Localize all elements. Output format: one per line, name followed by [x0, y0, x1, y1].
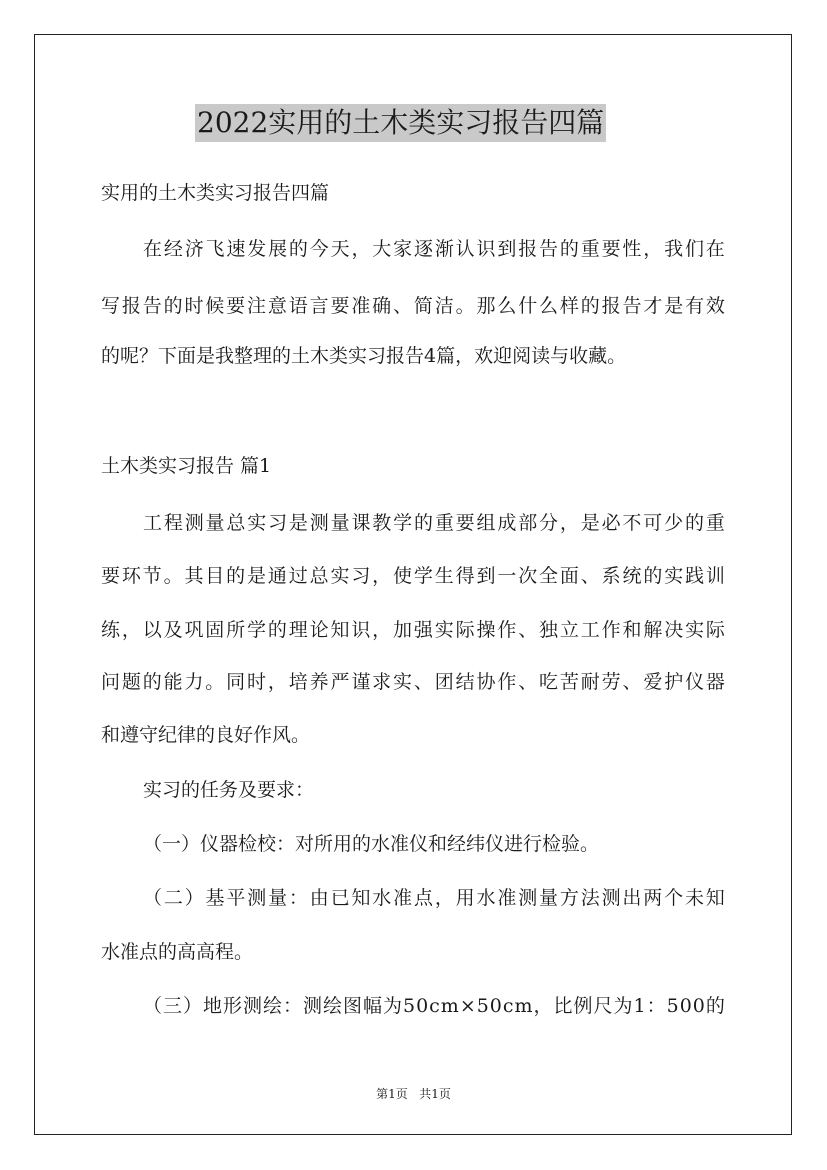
section-heading-1: 土木类实习报告 篇1: [101, 455, 272, 477]
page-footer: 第1页 共1页: [376, 1087, 451, 1101]
document-title: 2022实用的土木类实习报告四篇: [195, 104, 606, 142]
document-subtitle: 实用的土木类实习报告四篇: [101, 182, 330, 204]
intro-line-3: 的呢？下面是我整理的土木类实习报告4篇，欢迎阅读与收藏。: [101, 345, 627, 367]
section1-line-1: 工 程 测 量 总 实 习 是 测 量 课 教 学 的 重 要 组 成 部 分 ， 是 必 不 可 少 的 重: [143, 512, 725, 534]
task-3-line-1: （ 三 ） 地 形 测 绘 ： 测 绘 图 幅 为 5 0 c m × 5 0 c m ， 比 例 尺 为 1 ： 5 0 0 的: [143, 995, 725, 1017]
section1-line-4: 问 题 的 能 力 。 同 时 ， 培 养 严 谨 求 实 、 团 结 协 作 、 吃 苦 耐 劳 、 爱 护 仪 器: [101, 671, 725, 693]
section1-line-3: 练 ， 以 及 巩 固 所 学 的 理 论 知 识 ， 加 强 实 际 操 作 、 独 立 工 作 和 解 决 实 际: [101, 619, 725, 641]
tasks-heading: 实习的任务及要求：: [143, 779, 315, 801]
task-2-line-2: 水准点的高高程。: [101, 941, 254, 963]
intro-line-2: 写 报 告 的 时 候 要 注 意 语 言 要 准 确 、 简 洁 。 那 么 什 么 样 的 报 告 才 是 有 效: [101, 295, 725, 317]
intro-line-1: 在 经 济 飞 速 发 展 的 今 天 ， 大 家 逐 渐 认 识 到 报 告 的 重 要 性 ， 我 们 在: [143, 238, 725, 260]
section1-line-2: 要 环 节 。 其 目 的 是 通 过 总 实 习 ， 使 学 生 得 到 一 次 全 面 、 系 统 的 实 践 训: [101, 565, 725, 587]
task-1: （一）仪器检校：对所用的水准仪和经纬仪进行检验。: [143, 833, 600, 855]
section1-line-5: 和遵守纪律的良好作风。: [101, 724, 311, 746]
task-2-line-1: （ 二 ） 基 平 测 量 ： 由 已 知 水 准 点 ， 用 水 准 测 量 方 法 测 出 两 个 未 知: [143, 887, 725, 909]
